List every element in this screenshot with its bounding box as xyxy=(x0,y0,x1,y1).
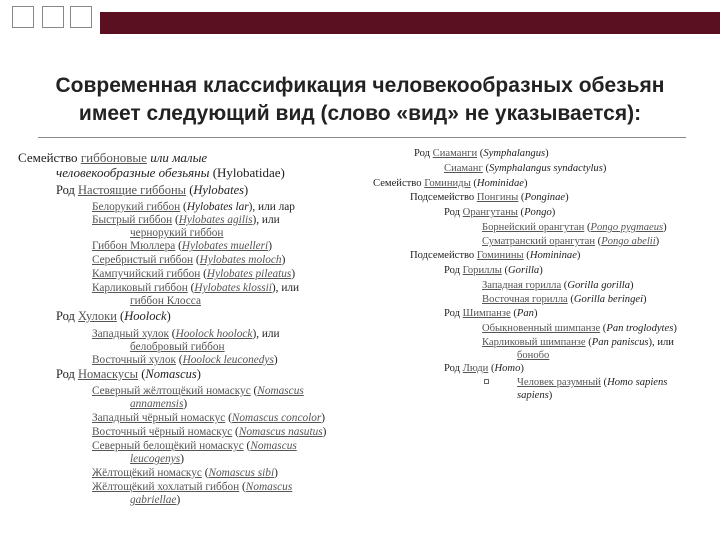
species-link[interactable]: Западный чёрный номаскус xyxy=(92,412,226,424)
list-item: Северный белощёкий номаскус (Nomascus xyxy=(92,440,297,452)
taxon-link[interactable]: Гоминиды xyxy=(424,178,471,189)
species-link[interactable]: Жёлтощёкий хохлатый гиббон xyxy=(92,481,240,493)
list-item: Карликовый шимпанзе (Pan paniscus), или xyxy=(482,337,674,348)
list-item: Гиббон Мюллера (Hylobates muelleri) xyxy=(92,240,272,252)
species-link[interactable]: чернорукий гиббон xyxy=(130,227,224,239)
genus-pongo: Род Орангутаны (Pongo) xyxy=(444,207,556,218)
title-line-2: имеет следующий вид (слово «вид» не указывается): xyxy=(78,102,642,125)
list-item: Восточная горилла (Gorilla beringei) xyxy=(482,294,647,305)
list-item: Восточный чёрный номаскус (Nomascus nasutus) xyxy=(92,426,327,438)
genus-hoolock: Род Хулоки (Hoolock) xyxy=(56,309,171,323)
genus-symphalangus: Род Сиаманги (Symphalangus) xyxy=(414,148,549,159)
decor-square xyxy=(70,6,92,28)
taxon-link[interactable]: Орангутаны xyxy=(462,207,518,218)
decor-square xyxy=(42,6,64,28)
list-item xyxy=(130,341,225,354)
subfamily-ponginae: Подсемейство Понгины (Ponginae) xyxy=(410,192,569,203)
list-item: Западная горилла (Gorilla gorilla) xyxy=(482,280,634,291)
slide-title xyxy=(20,72,700,128)
species-link[interactable]: Суматранский орангутан xyxy=(482,236,596,247)
list-item: Борнейский орангутан (Pongo pygmaeus) xyxy=(482,222,667,233)
list-item: Западный чёрный номаскус (Nomascus concolor) xyxy=(92,412,326,424)
species-link[interactable]: Серебристый гиббон xyxy=(92,254,194,266)
species-link[interactable]: бонобо xyxy=(517,350,550,361)
list-item: gabriellae) xyxy=(130,494,181,506)
genus-pan: Род Шимпанзе (Pan) xyxy=(444,308,538,319)
list-item: Белорукий гиббон (Hylobates lar), или лар xyxy=(92,201,295,213)
species-link[interactable]: Кампучийский гиббон xyxy=(92,268,201,280)
genus-hylobates: Род Настоящие гиббоны (Hylobates) xyxy=(56,183,249,197)
species-link[interactable]: Человек разумный xyxy=(517,377,601,388)
list-item xyxy=(517,349,549,362)
title-line-1: Современная классификация человекообразных обезьян xyxy=(55,74,665,97)
taxon-link[interactable]: Сиаманги xyxy=(432,148,478,159)
family-hylobatidae-line2: человекообразные обезьяны (Hylobatidae) xyxy=(56,165,285,180)
species-link[interactable]: Западный хулок xyxy=(92,328,169,340)
species-link[interactable]: Жёлтощёкий номаскус xyxy=(92,467,202,479)
species-link[interactable]: белобровый гиббон xyxy=(130,341,225,353)
list-item: Восточный хулок (Hoolock leuconedys) xyxy=(92,354,278,366)
list-item: Карликовый гиббон (Hylobates klossii), или xyxy=(92,282,300,294)
genus-nomascus: Род Номаскусы (Nomascus) xyxy=(56,367,201,381)
list-item: Сиаманг (Symphalangus syndactylus) xyxy=(444,163,607,174)
link-nomascus[interactable]: Номаскусы xyxy=(78,367,139,381)
list-item: Северный жёлтощёкий номаскус (Nomascus xyxy=(92,385,304,397)
taxon-link[interactable]: Люди xyxy=(462,363,489,374)
genus-homo: Род Люди (Homo) xyxy=(444,363,524,374)
species-link[interactable]: Быстрый гиббон xyxy=(92,214,173,226)
list-item: annamensis) xyxy=(130,398,188,410)
species-link[interactable]: Сиаманг xyxy=(444,163,483,174)
subfamily-homininae: Подсемейство Гоминины (Homininae) xyxy=(410,250,581,261)
link-hoolock[interactable]: Хулоки xyxy=(78,309,117,323)
taxon-link[interactable]: Гориллы xyxy=(462,265,502,276)
species-link[interactable]: Западная горилла xyxy=(482,280,562,291)
species-link[interactable]: Северный жёлтощёкий номаскус xyxy=(92,385,251,397)
taxon-link[interactable]: Понгины xyxy=(476,192,519,203)
list-item: Обыкновенный шимпанзе (Pan troglodytes) xyxy=(482,323,677,334)
title-divider xyxy=(38,137,686,138)
genus-gorilla: Род Гориллы (Gorilla) xyxy=(444,265,543,276)
list-item xyxy=(130,227,223,240)
species-link[interactable]: Восточный хулок xyxy=(92,354,176,366)
species-link[interactable]: Восточный чёрный номаскус xyxy=(92,426,233,438)
species-link[interactable]: Карликовый шимпанзе xyxy=(482,337,586,348)
link-hylobates[interactable]: Настоящие гиббоны xyxy=(78,183,187,197)
link-gibbons[interactable]: гиббоновые xyxy=(80,150,147,165)
species-link[interactable]: гиббон Клосса xyxy=(130,295,201,307)
species-link[interactable]: Северный белощёкий номаскус xyxy=(92,440,244,452)
top-accent-bar xyxy=(100,12,720,34)
decor-square xyxy=(12,6,34,28)
taxon-link[interactable]: Шимпанзе xyxy=(462,308,511,319)
list-item: Серебристый гиббон (Hylobates moloch) xyxy=(92,254,286,266)
list-item: Жёлтощёкий хохлатый гиббон (Nomascus xyxy=(92,481,293,493)
family-hylobatidae: Семейство гиббоновые или малые xyxy=(18,150,208,165)
species-link[interactable]: Гиббон Мюллера xyxy=(92,240,176,252)
list-item: sapiens) xyxy=(517,390,553,401)
top-decoration xyxy=(0,0,720,40)
list-item: Жёлтощёкий номаскус (Nomascus sibi) xyxy=(92,467,278,479)
list-item: Западный хулок (Hoolock hoolock), или xyxy=(92,328,280,340)
bullet-icon xyxy=(484,379,489,384)
list-item: Человек разумный (Homo sapiens xyxy=(517,377,668,388)
list-item: Кампучийский гиббон (Hylobates pileatus) xyxy=(92,268,296,280)
species-link[interactable]: Обыкновенный шимпанзе xyxy=(482,323,601,334)
list-item xyxy=(130,295,201,308)
species-link[interactable]: Белорукий гиббон xyxy=(92,201,181,213)
list-item: Быстрый гиббон (Hylobates agilis), или xyxy=(92,214,280,226)
species-link[interactable]: Восточная горилла xyxy=(482,294,568,305)
species-link[interactable]: Борнейский орангутан xyxy=(482,222,585,233)
list-item: leucogenys) xyxy=(130,453,184,465)
taxon-link[interactable]: Гоминины xyxy=(476,250,524,261)
list-item: Суматранский орангутан (Pongo abelii) xyxy=(482,236,660,247)
species-link[interactable]: Карликовый гиббон xyxy=(92,282,188,294)
family-hominidae: Семейство Гоминиды (Hominidae) xyxy=(373,178,528,189)
